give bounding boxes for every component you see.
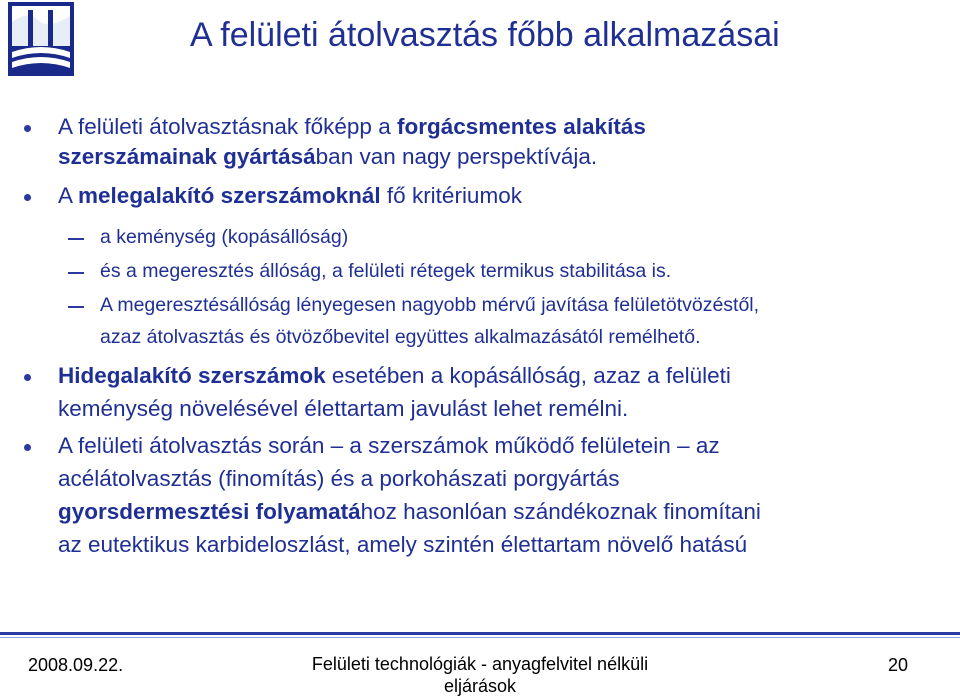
bullet-4-line-2: acélátolvasztás (finomítás) és a porkohászati porgyártás [58,466,620,491]
text-run: fő kritériumok [380,183,522,208]
footer-title: Felületi technológiák - anyagfelvitel nélküli eljárások [311,654,649,696]
bullet-marker [24,125,31,132]
bold-run: melegalakító szerszámoknál [78,183,381,208]
sub-bullet-dash [68,306,84,308]
bold-run: gyorsdermesztési folyamatá [58,499,361,524]
sub-bullet-dash [68,272,84,274]
sub-bullet-1: a keménység (kopásállóság) [100,226,349,248]
bullet-3-line-2: keménység növelésével élettartam javulást lehet remélni. [58,396,629,421]
slide-title: A felületi átolvasztás főbb alkalmazásai [190,16,780,54]
bullet-4-line-4: az eutektikus karbideloszlást, amely szintén élettartam növelő hatású [58,532,748,557]
sub-bullet-3-line-1: A megeresztésállóság lényegesen nagyobb mérvű javítása felületötvözéstől, [100,294,760,316]
bullet-2-line-1 [58,183,522,209]
bullet-1-line-1 [58,114,646,140]
page-number: 20 [888,655,909,675]
text-run: ban van nagy perspektívája. [315,144,598,169]
text-run: hoz hasonlóan szándékoznak finomítani [360,499,761,524]
text-run: A felületi átolvasztásnak főképp a [58,114,397,139]
footer-rule-thin [0,637,960,638]
sub-bullet-dash [68,238,84,240]
bold-run: Hidegalakító szerszámok [58,363,326,388]
text-run: A [58,183,79,208]
bullet-3-line-1 [58,363,731,389]
footer-date: 2008.09.22. [28,655,124,675]
bullet-marker [24,444,31,451]
text-run: esetében a kopásállóság, azaz a felületi [325,363,731,388]
footer-rule [0,632,960,635]
bullet-4-line-3 [58,499,761,525]
bold-run: forgácsmentes alakítás [396,114,646,139]
sub-bullet-3-line-2: azaz átolvasztás és ötvözőbevitel együttes alkalmazásától remélhető. [100,326,701,348]
bold-run: szerszámainak gyártásá [58,144,316,169]
bullet-4-line-1: A felületi átolvasztás során – a szerszámok működő felületein – az [58,433,720,458]
sub-bullet-2: és a megeresztés állóság, a felületi rétegek termikus stabilitása is. [100,260,672,282]
bullet-marker [24,194,31,201]
bullet-marker [24,374,31,381]
bullet-1-line-2 [58,144,597,170]
